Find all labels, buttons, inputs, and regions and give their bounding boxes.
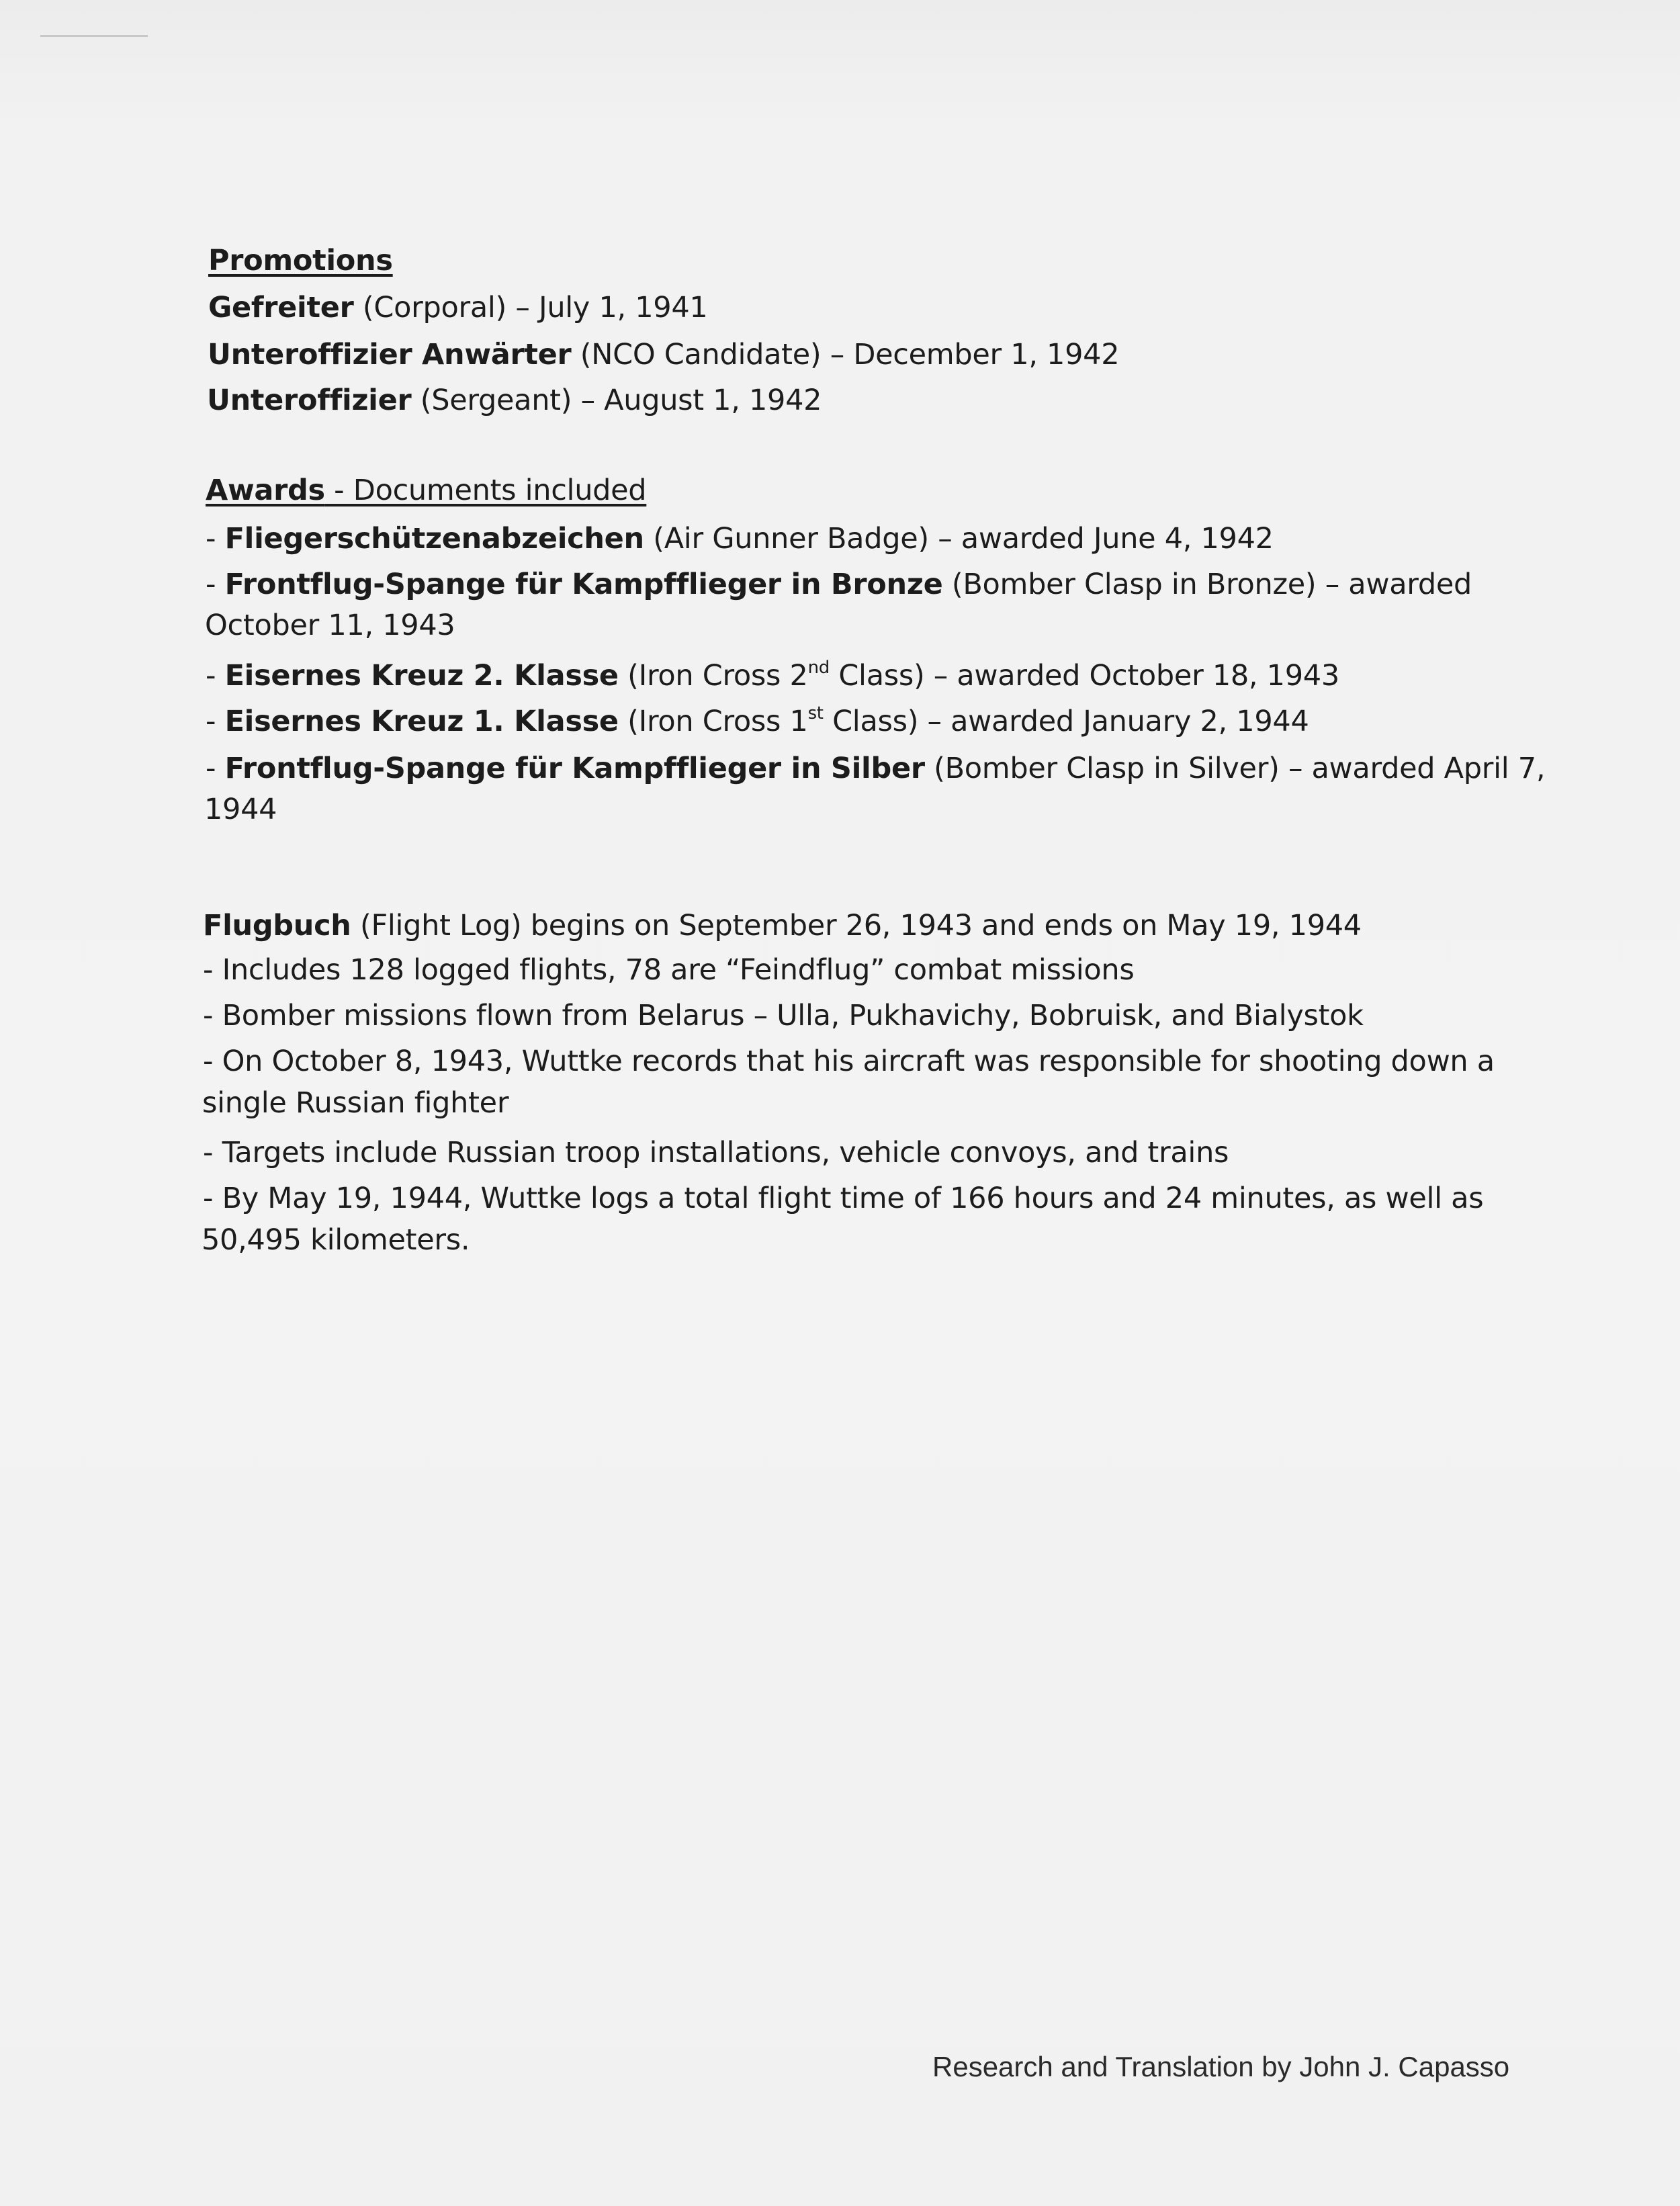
award-item: [206, 750, 1545, 787]
award-item: [206, 657, 1339, 695]
promotion-detail: (Sergeant) – August 1, 1942: [411, 384, 822, 417]
award-name: Eisernes Kreuz 1. Klasse: [224, 705, 619, 738]
flugbuch-item-continuation: 50,495 kilometers.: [202, 1223, 470, 1257]
award-item: [206, 566, 1472, 603]
award-name: Frontflug-Spange für Kampfflieger in Silber: [224, 752, 925, 785]
award-continuation: 1944: [204, 793, 277, 826]
promotion-detail: (Corporal) – July 1, 1941: [353, 291, 708, 324]
award-detail: Class) – awarded October 18, 1943: [829, 659, 1339, 693]
award-item: [206, 520, 1274, 558]
promotion-item: [207, 382, 822, 419]
promotion-detail: (NCO Candidate) – December 1, 1942: [571, 338, 1120, 371]
award-detail: (Iron Cross 2: [618, 659, 808, 693]
awards-heading: Awards: [206, 474, 325, 507]
award-name: Frontflug-Spange für Kampfflieger in Bronze: [224, 568, 943, 601]
flugbuch-item: - Bomber missions flown from Belarus – Ulla, Pukhavichy, Bobruisk, and Bialystok: [203, 999, 1364, 1032]
bullet-dash: -: [206, 705, 225, 738]
promotion-rank: Unteroffizier: [207, 384, 412, 417]
bullet-dash: -: [206, 752, 225, 785]
flugbuch-title: Flugbuch: [203, 909, 351, 942]
award-detail: (Iron Cross 1: [618, 705, 808, 738]
flugbuch-item-continuation: single Russian fighter: [202, 1086, 509, 1120]
awards-heading-note: - Documents included: [324, 474, 647, 507]
bullet-dash: -: [206, 568, 225, 601]
promotion-rank: Gefreiter: [208, 291, 354, 324]
flugbuch-intro: [203, 907, 1362, 944]
award-detail: Class) – awarded January 2, 1944: [823, 705, 1309, 738]
promotion-rank: Unteroffizier Anwärter: [208, 338, 572, 371]
promotions-heading: Promotions: [208, 244, 393, 277]
award-name: Fliegerschützenabzeichen: [224, 522, 644, 556]
promotion-item: [208, 336, 1119, 373]
bullet-dash: -: [206, 659, 225, 693]
flugbuch-intro-text: (Flight Log) begins on September 26, 1943 and ends on May 19, 1944: [351, 909, 1362, 942]
award-name: Eisernes Kreuz 2. Klasse: [224, 659, 619, 693]
award-detail: (Bomber Clasp in Bronze) – awarded: [942, 568, 1472, 601]
ordinal-suffix: nd: [807, 658, 830, 678]
scan-mark: [40, 35, 148, 37]
award-continuation: October 11, 1943: [205, 609, 455, 642]
flugbuch-item: - Targets include Russian troop installations, vehicle convoys, and trains: [203, 1136, 1229, 1170]
award-item: [206, 703, 1309, 740]
awards-heading-line: [206, 472, 646, 509]
bullet-dash: -: [206, 522, 225, 556]
award-detail: (Air Gunner Badge) – awarded June 4, 1942: [644, 522, 1274, 556]
award-detail: (Bomber Clasp in Silver) – awarded April 7,: [924, 752, 1546, 785]
footer-credit: Research and Translation by John J. Capasso: [932, 2051, 1510, 2082]
flugbuch-item: - Includes 128 logged flights, 78 are “Feindflug” combat missions: [203, 953, 1135, 987]
promotion-item: [208, 289, 707, 326]
flugbuch-item: - By May 19, 1944, Wuttke logs a total flight time of 166 hours and 24 minutes, as well as: [203, 1182, 1484, 1215]
flugbuch-item: - On October 8, 1943, Wuttke records that his aircraft was responsible for shooting down a: [203, 1045, 1495, 1078]
ordinal-suffix: st: [807, 703, 824, 723]
